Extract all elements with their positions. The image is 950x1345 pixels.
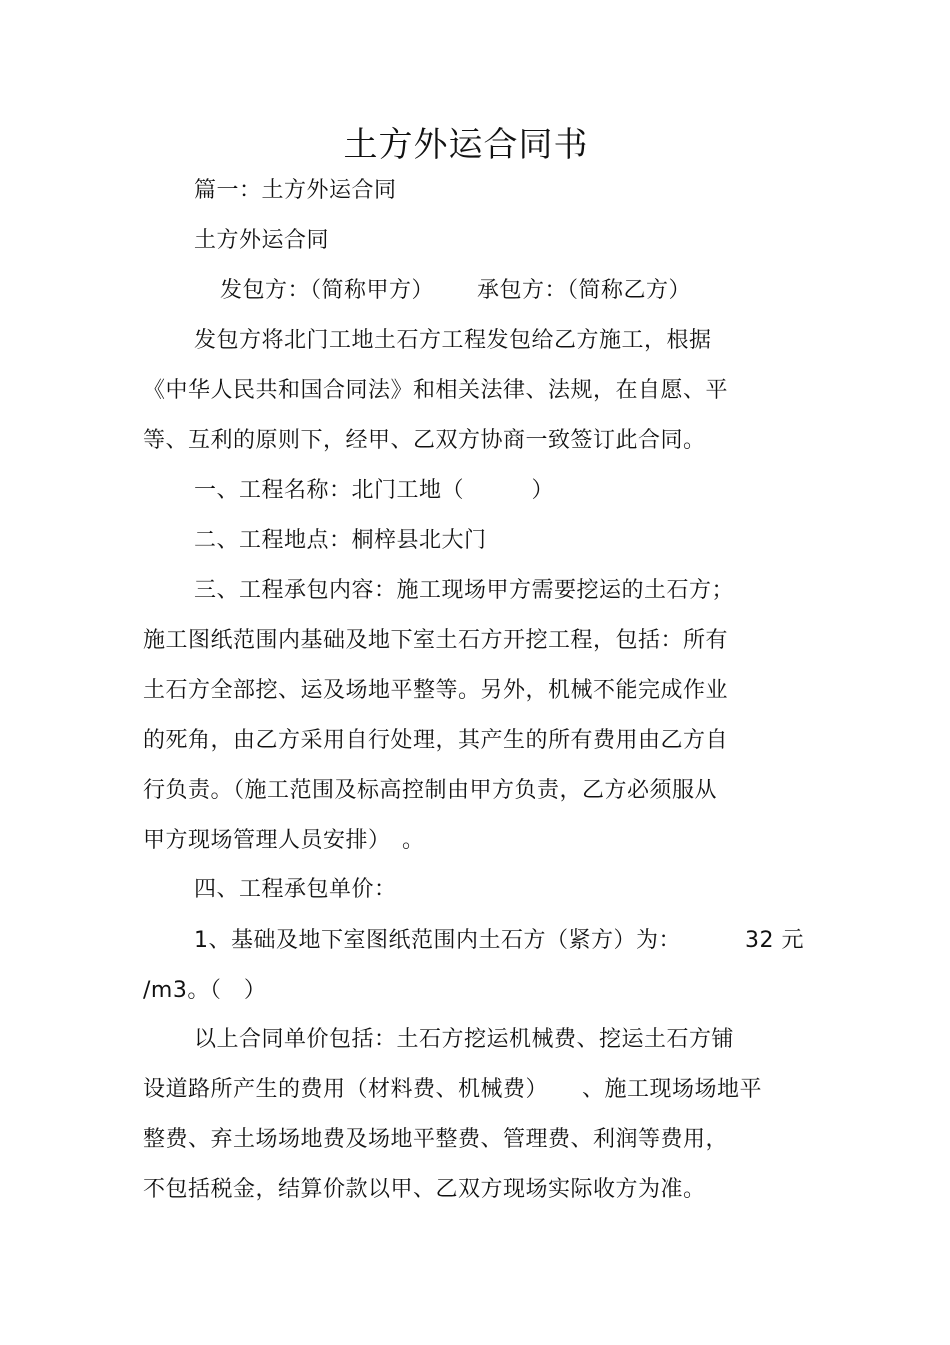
party-b-line: 承包方：（简称乙方）: [477, 278, 692, 303]
paragraph-line: 施工图纸范围内基础及地下室土石方开挖工程，包括：所有: [143, 628, 729, 653]
clause-project-location: 二、工程地点：桐梓县北大门: [194, 528, 487, 553]
document-title: 土方外运合同书: [343, 125, 589, 165]
clause-contract-scope: 三、工程承包内容：施工现场甲方需要挖运的土石方；: [194, 578, 735, 603]
paragraph-line: 整费、弃土场场地费及场地平整费、管理费、利润等费用，: [143, 1127, 729, 1152]
paragraph-line: 设道路所产生的费用（材料费、机械费） 、施工现场场地平: [143, 1077, 763, 1102]
paragraph-line: 发包方将北门工地土石方工程发包给乙方施工，根据: [194, 328, 712, 353]
clause-unit-price: 四、工程承包单价：: [194, 877, 397, 902]
paragraph-line: 不包括税金，结算价款以甲、乙双方现场实际收方为准。: [143, 1177, 706, 1202]
paragraph-line: 以上合同单价包括：土石方挖运机械费、挖运土石方铺: [194, 1027, 735, 1052]
paragraph-line: 《中华人民共和国合同法》和相关法律、法规，在自愿、平: [143, 378, 729, 403]
paragraph-line: 甲方现场管理人员安排） 。: [143, 828, 425, 853]
contract-heading: 土方外运合同: [194, 228, 330, 253]
paragraph-line: 等、互利的原则下，经甲、乙双方协商一致签订此合同。: [143, 428, 706, 453]
price-unit-line: /m3。（ ）: [143, 978, 267, 1003]
chapter-heading: 篇一：土方外运合同: [194, 178, 397, 203]
paragraph-line: 土石方全部挖、运及场地平整等。另外，机械不能完成作业: [143, 678, 729, 703]
price-value: 32 元: [745, 928, 804, 953]
paragraph-line: 的死角，由乙方采用自行处理，其产生的所有费用由乙方自: [143, 728, 729, 753]
party-a-line: 发包方：（简称甲方）: [220, 278, 435, 303]
clause-project-name: 一、工程名称：北门工地（ ）: [194, 478, 555, 503]
paragraph-line: 行负责。（施工范围及标高控制由甲方负责，乙方必须服从: [143, 778, 718, 803]
price-item-line: 1、基础及地下室图纸范围内土石方（紧方）为：: [194, 928, 681, 953]
